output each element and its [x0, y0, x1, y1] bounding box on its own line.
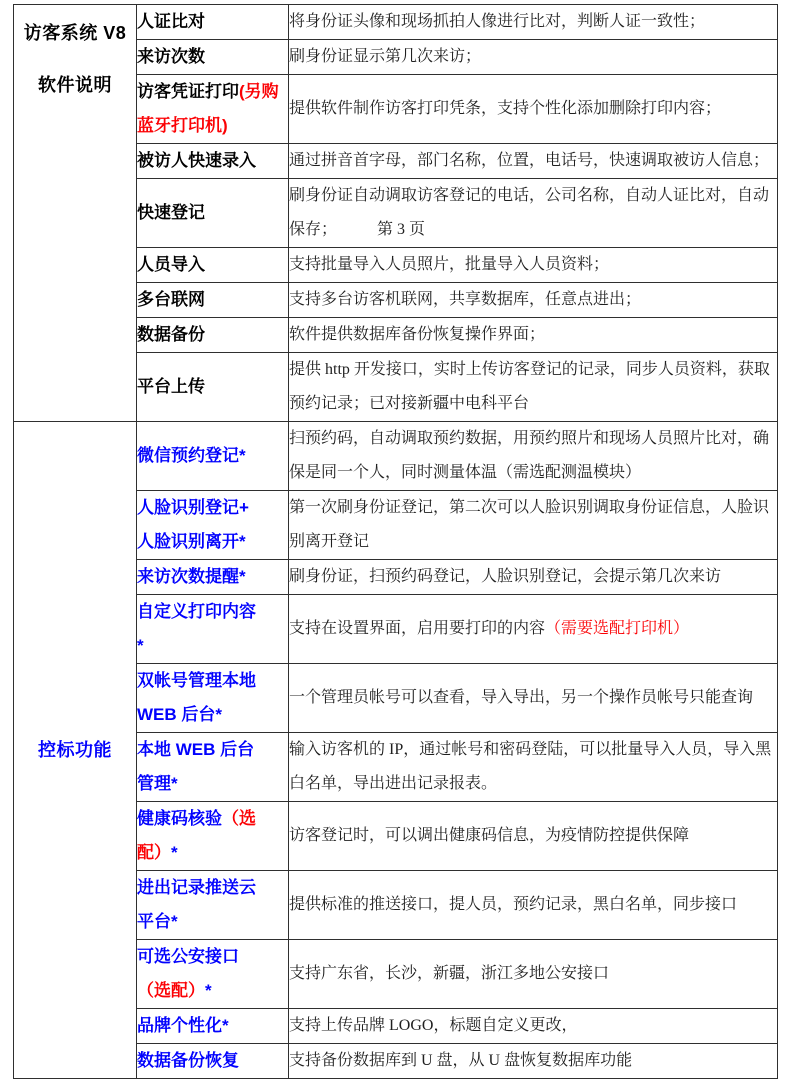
feature-name-cell — [137, 1044, 289, 1079]
section-header-text: 控标功能 — [38, 740, 112, 760]
feature-name-segment: 访客凭证打印 — [137, 82, 239, 101]
feature-desc-cell — [289, 1044, 778, 1079]
feature-name-cell — [137, 75, 289, 144]
feature-name-segment: 健康码核验 — [137, 809, 222, 828]
feature-desc-cell — [289, 248, 778, 283]
feature-desc-segment: 提供标准的推送接口，提人员，预约记录，黑白名单，同步接口 — [289, 896, 738, 913]
feature-desc-segment: 支持上传品牌 LOGO，标题自定义更改， — [289, 1017, 578, 1034]
feature-desc-segment: 访客登记时，可以调出健康码信息，为疫情防控提供保障 — [289, 827, 690, 844]
feature-name-segment: 双帐号管理本地 — [137, 671, 256, 690]
feature-name-segment: 自定义打印内容 — [137, 602, 256, 621]
feature-name-cell — [137, 353, 289, 422]
feature-name-segment: 多台联网 — [137, 290, 205, 309]
feature-name-segment: 品牌个性化* — [137, 1016, 229, 1035]
feature-name-segment: 来访次数 — [137, 47, 205, 66]
feature-name-segment: 配） — [137, 843, 171, 862]
table-body — [14, 5, 778, 1079]
feature-name-segment: 人脸识别离开* — [137, 532, 246, 551]
feature-desc-segment: 支持广东省，长沙，新疆，浙江多地公安接口 — [289, 965, 610, 982]
feature-desc-cell — [289, 560, 778, 595]
feature-desc-segment: 支持批量导入人员照片，批量导入人员资料； — [289, 256, 610, 273]
feature-name-segment: 被访人快速录入 — [137, 151, 256, 170]
feature-name-segment: 平台上传 — [137, 377, 205, 396]
feature-desc-segment: 将身份证头像和现场抓拍人像进行比对，判断人证一致性； — [289, 13, 706, 30]
feature-name-cell — [137, 664, 289, 733]
feature-name-segment: 本地 WEB 后台 — [137, 740, 255, 759]
feature-name-segment: 人脸识别登记+ — [137, 498, 249, 517]
feature-desc-cell — [289, 422, 778, 491]
feature-name-cell — [137, 283, 289, 318]
feature-desc-segment: 刷身份证，扫预约码登记，人脸识别登记，会提示第几次来访 — [289, 568, 722, 585]
feature-name-segment: (另购蓝牙打印机) — [137, 82, 279, 135]
feature-desc-segment: 软件提供数据库备份恢复操作界面； — [289, 326, 546, 343]
feature-name-cell — [137, 179, 289, 248]
feature-name-cell — [137, 422, 289, 491]
feature-name-segment: 人员导入 — [137, 255, 205, 274]
feature-desc-cell — [289, 491, 778, 560]
feature-name-cell — [137, 491, 289, 560]
section-header-cell — [14, 422, 137, 1079]
feature-desc-segment: 提供软件制作访客打印凭条，支持个性化添加删除打印内容； — [289, 100, 722, 117]
feature-name-cell — [137, 144, 289, 179]
feature-desc-cell — [289, 283, 778, 318]
feature-desc-segment: 通过拼音首字母，部门名称，位置，电话号，快速调取被访人信息； — [289, 152, 770, 169]
feature-desc-cell — [289, 75, 778, 144]
section-header-cell — [14, 5, 137, 422]
feature-desc-cell — [289, 144, 778, 179]
feature-desc-segment: （需要选配打印机） — [545, 620, 690, 637]
feature-name-cell — [137, 318, 289, 353]
feature-desc-cell — [289, 40, 778, 75]
feature-desc-segment: 支持多台访客机联网，共享数据库，任意点进出； — [289, 291, 642, 308]
feature-name-cell — [137, 40, 289, 75]
feature-name-segment: 快速登记 — [137, 203, 205, 222]
feature-name-cell — [137, 595, 289, 664]
feature-name-cell — [137, 5, 289, 40]
feature-desc-cell — [289, 664, 778, 733]
feature-name-segment: 进出记录推送云 — [137, 878, 256, 897]
feature-desc-segment: 扫预约码，自动调取预约数据，用预约照片和现场人员照片比对，确保是同一个人，同时测量体温（需选配测温模块） — [289, 430, 770, 481]
feature-name-cell — [137, 802, 289, 871]
feature-desc-cell — [289, 595, 778, 664]
feature-name-segment: 数据备份 — [137, 325, 205, 344]
section-header-text: 软件说明 — [38, 75, 112, 95]
feature-name-cell — [137, 560, 289, 595]
software-spec-table — [13, 4, 778, 1079]
feature-desc-segment: 提供 http 开发接口，实时上传访客登记的记录，同步人员资料，获取预约记录；已对接新疆中电科平台 — [289, 361, 770, 412]
feature-name-segment: （选配） — [137, 981, 205, 1000]
feature-name-segment: 微信预约登记* — [137, 446, 246, 465]
feature-desc-cell — [289, 733, 778, 802]
feature-name-segment: 来访次数提醒* — [137, 567, 246, 586]
feature-name-segment: 可选公安接口 — [137, 947, 239, 966]
feature-name-cell — [137, 871, 289, 940]
section-header-text: 访客系统 V8 — [23, 23, 127, 43]
feature-desc-cell — [289, 353, 778, 422]
feature-desc-segment: 支持在设置界面，启用要打印的内容 — [289, 620, 546, 637]
feature-name-cell — [137, 248, 289, 283]
feature-desc-segment: 支持备份数据库到 U 盘，从 U 盘恢复数据库功能 — [289, 1052, 633, 1069]
table-row — [14, 422, 778, 491]
feature-desc-cell — [289, 802, 778, 871]
feature-desc-cell — [289, 179, 778, 248]
feature-desc-segment: 刷身份证自动调取访客登记的电话，公司名称，自动人证比对，自动保存； 第 3 页 — [289, 187, 770, 238]
feature-name-segment: * — [205, 981, 212, 1000]
feature-name-segment: * — [171, 843, 178, 862]
feature-name-segment: * — [137, 636, 144, 655]
feature-desc-cell — [289, 318, 778, 353]
feature-name-cell — [137, 1009, 289, 1044]
feature-name-segment: 人证比对 — [137, 12, 205, 31]
feature-name-cell — [137, 733, 289, 802]
feature-name-segment: WEB 后台* — [137, 705, 222, 724]
feature-desc-cell — [289, 1009, 778, 1044]
feature-name-segment: 管理* — [137, 774, 178, 793]
feature-name-segment: 平台* — [137, 912, 178, 931]
feature-desc-segment: 一个管理员帐号可以查看，导入导出，另一个操作员帐号只能查询 — [289, 689, 754, 706]
feature-desc-cell — [289, 940, 778, 1009]
feature-name-segment: 数据备份恢复 — [137, 1051, 239, 1070]
feature-name-segment: （选 — [222, 809, 256, 828]
feature-desc-segment: 输入访客机的 IP，通过帐号和密码登陆，可以批量导入人员，导入黑白名单，导出进出记录报表。 — [289, 741, 772, 792]
feature-desc-cell — [289, 871, 778, 940]
feature-desc-cell — [289, 5, 778, 40]
feature-desc-segment: 第一次刷身份证登记，第二次可以人脸识别调取身份证信息，人脸识别离开登记 — [289, 499, 770, 550]
feature-desc-segment: 刷身份证显示第几次来访； — [289, 48, 482, 65]
table-row — [14, 5, 778, 40]
feature-name-cell — [137, 940, 289, 1009]
